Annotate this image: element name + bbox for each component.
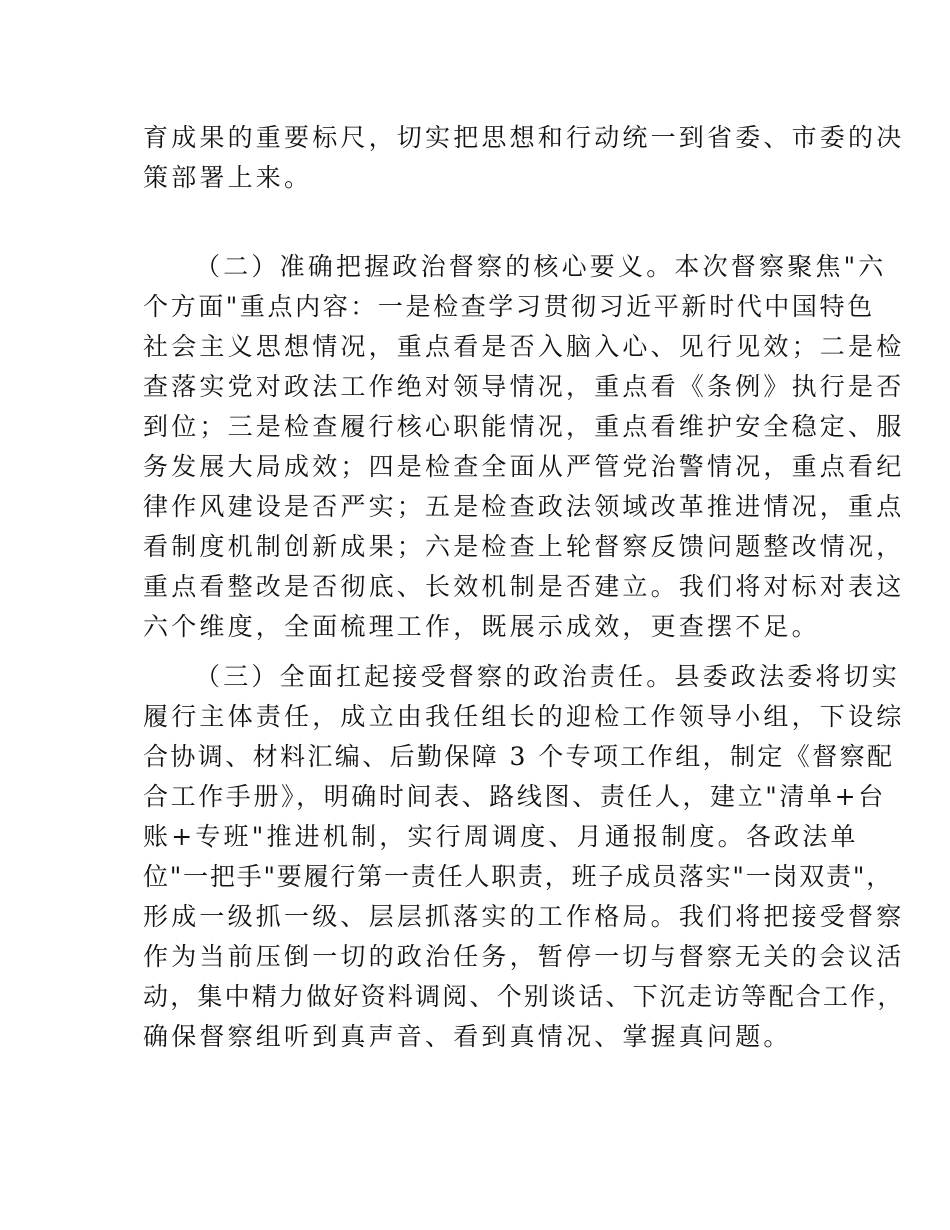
text-line: 六个维度，全面梳理工作，既展示成效，更查摆不足。 bbox=[143, 612, 820, 641]
text-line: 到位；三是检查履行核心职能情况，重点看维护安全稳定、服 bbox=[143, 412, 905, 441]
text-line: 社会主义思想情况，重点看是否入脑入心、见行见效；二是检 bbox=[143, 332, 905, 361]
text-line: 履行主体责任，成立由我任组长的迎检工作领导小组，下设综 bbox=[143, 702, 905, 731]
text-line: 重点看整改是否彻底、长效机制是否建立。我们将对标对表这 bbox=[143, 572, 905, 601]
text-line: 育成果的重要标尺，切实把思想和行动统一到省委、市委的决 bbox=[143, 123, 905, 152]
paragraph-3 bbox=[143, 657, 905, 1057]
text-line: （二）准确把握政治督察的核心要义。本次督察聚焦"六 bbox=[195, 252, 887, 281]
text-line: 确保督察组听到真声音、看到真情况、掌握真问题。 bbox=[143, 1022, 792, 1051]
text-line: 账+专班"推进机制，实行周调度、月通报制度。各政法单 bbox=[143, 822, 859, 851]
text-line: 个方面"重点内容：一是检查学习贯彻习近平新时代中国特色 bbox=[143, 292, 875, 321]
text-line: 合工作手册》，明确时间表、路线图、责任人，建立"清单+台 bbox=[143, 782, 886, 811]
text-line: 查落实党对政法工作绝对领导情况，重点看《条例》执行是否 bbox=[143, 372, 905, 401]
text-line: （三）全面扛起接受督察的政治责任。县委政法委将切实 bbox=[195, 662, 901, 691]
text-line: 形成一级抓一级、层层抓落实的工作格局。我们将把接受督察 bbox=[143, 902, 905, 931]
text-line: 策部署上来。 bbox=[143, 163, 313, 192]
text-line: 律作风建设是否严实；五是检查政法领域改革推进情况，重点 bbox=[143, 492, 905, 521]
text-line: 动，集中精力做好资料调阅、个别谈话、下沉走访等配合工作， bbox=[143, 982, 905, 1011]
text-line: 看制度机制创新成果；六是检查上轮督察反馈问题整改情况， bbox=[143, 532, 905, 561]
text-line: 合协调、材料汇编、后勤保障 3 个专项工作组，制定《督察配 bbox=[143, 742, 895, 771]
text-line: 作为当前压倒一切的政治任务，暂停一切与督察无关的会议活 bbox=[143, 942, 905, 971]
text-line: 位"一把手"要履行第一责任人职责，班子成员落实"一岗双责"， bbox=[143, 862, 893, 891]
paragraph-2 bbox=[143, 247, 905, 647]
paragraph-1 bbox=[143, 118, 905, 198]
text-line: 务发展大局成效；四是检查全面从严管党治警情况，重点看纪 bbox=[143, 452, 905, 481]
